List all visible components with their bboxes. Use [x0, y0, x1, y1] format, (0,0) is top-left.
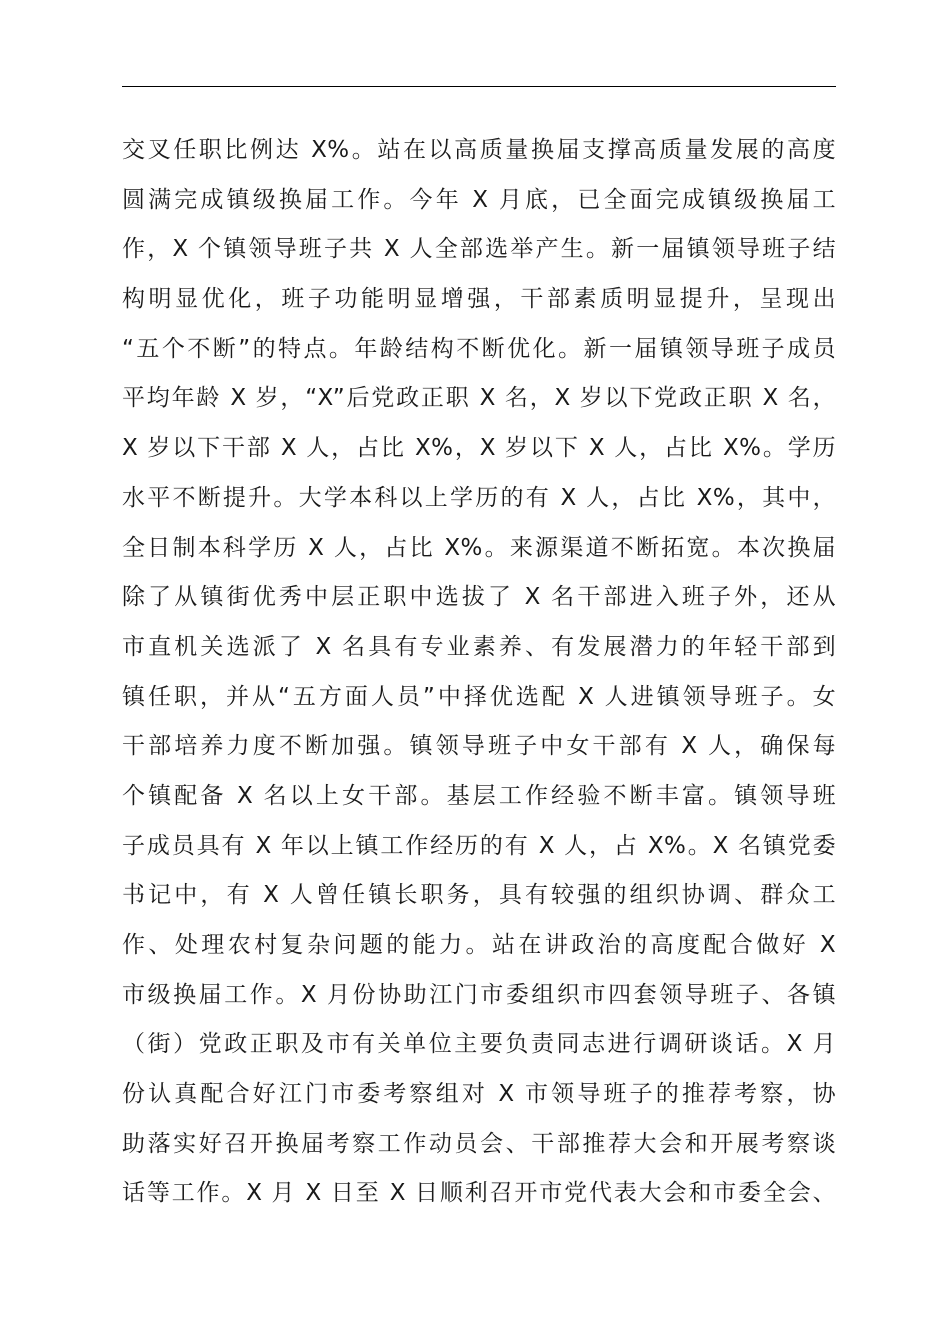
text-line-11: 市直机关选派了 X 名具有专业素养、有发展潜力的年轻干部到	[122, 633, 836, 660]
text-line-19: （街）党政正职及市有关单位主要负责同志进行调研谈话。X 月	[122, 1031, 836, 1058]
text-line-16: 书记中，有 X 人曾任镇长职务，具有较强的组织协调、群众工	[122, 882, 836, 909]
text-line-14: 个镇配备 X 名以上女干部。基层工作经验不断丰富。镇领导班	[122, 782, 836, 809]
text-line-15: 子成员具有 X 年以上镇工作经历的有 X 人，占 X%。X 名镇党委	[122, 832, 836, 859]
text-line-8: 水平不断提升。大学本科以上学历的有 X 人，占比 X%，其中，	[122, 484, 836, 511]
text-line-20: 份认真配合好江门市委考察组对 X 市领导班子的推荐考察，协	[122, 1081, 836, 1108]
text-line-18: 市级换届工作。X 月份协助江门市委组织市四套领导班子、各镇	[122, 981, 836, 1008]
body-paragraph	[122, 126, 836, 1219]
text-line-4: 构明显优化，班子功能明显增强，干部素质明显提升，呈现出	[122, 286, 836, 313]
text-line-13: 干部培养力度不断加强。镇领导班子中女干部有 X 人，确保每	[122, 733, 836, 760]
text-line-9: 全日制本科学历 X 人，占比 X%。来源渠道不断拓宽。本次换届	[122, 534, 836, 561]
text-line-10: 除了从镇街优秀中层正职中选拔了 X 名干部进入班子外，还从	[122, 584, 836, 611]
text-line-7: X 岁以下干部 X 人，占比 X%，X 岁以下 X 人，占比 X%。学历	[122, 435, 836, 462]
text-line-12: 镇任职，并从“五方面人员”中择优选配 X 人进镇领导班子。女	[122, 683, 836, 710]
text-line-17: 作、处理农村复杂问题的能力。站在讲政治的高度配合做好 X	[122, 932, 836, 958]
text-line-2: 圆满完成镇级换届工作。今年 X 月底，已全面完成镇级换届工	[122, 186, 836, 213]
text-line-22: 话等工作。X 月 X 日至 X 日顺利召开市党代表大会和市委全会、	[122, 1180, 836, 1207]
text-line-3: 作，X 个镇领导班子共 X 人全部选举产生。新一届镇领导班子结	[122, 236, 836, 263]
text-line-21: 助落实好召开换届考察工作动员会、干部推荐大会和开展考察谈	[122, 1130, 836, 1157]
text-line-6: 平均年龄 X 岁，“X”后党政正职 X 名，X 岁以下党政正职 X 名，	[122, 385, 836, 412]
text-line-1: 交叉任职比例达 X%。站在以高质量换届支撑高质量发展的高度	[122, 137, 836, 163]
header-rule	[122, 86, 836, 87]
text-line-5: “五个不断”的特点。年龄结构不断优化。新一届镇领导班子成员	[122, 335, 836, 362]
